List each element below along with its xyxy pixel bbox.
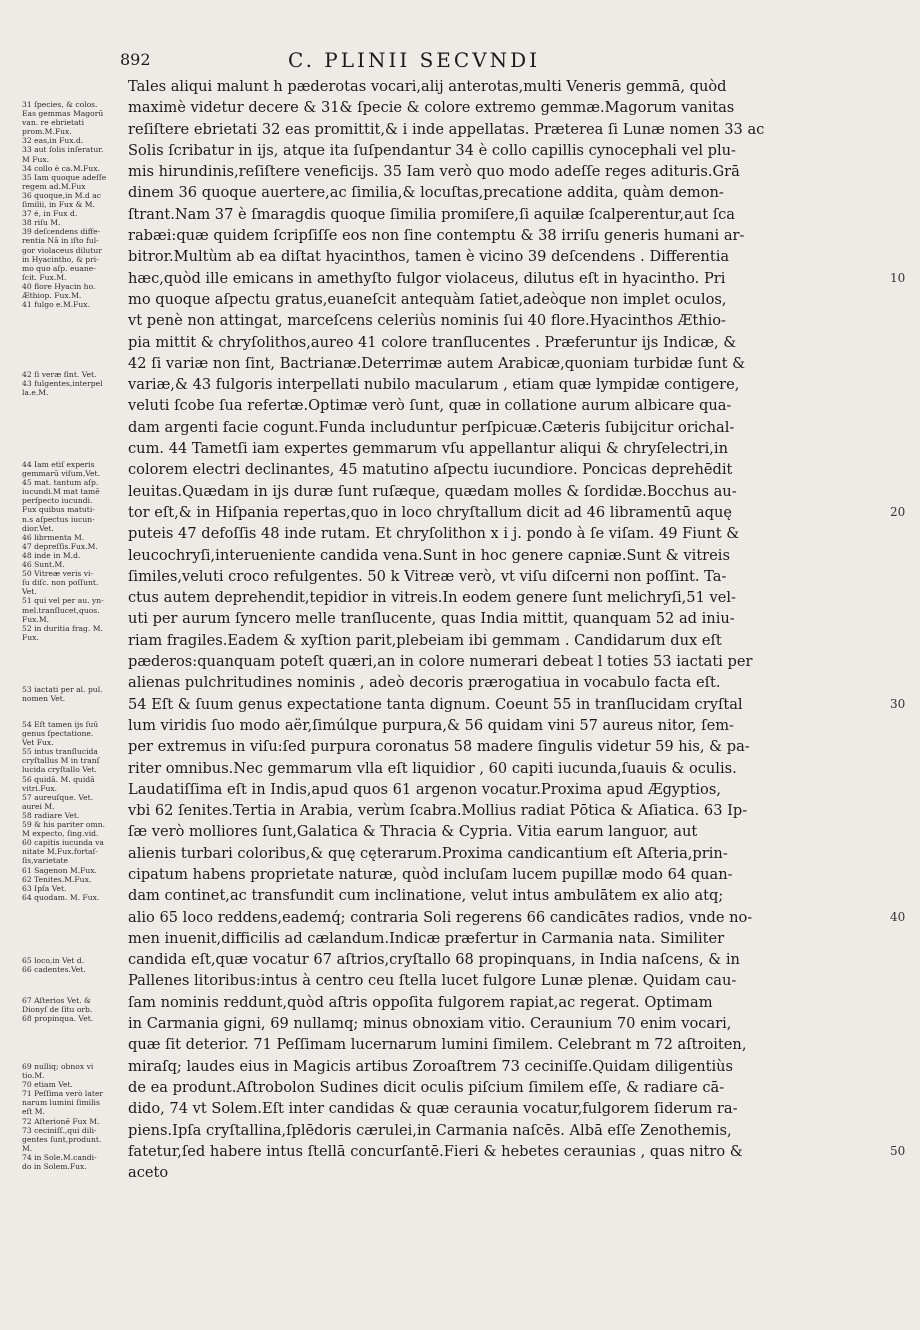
text-line: riam fragiles.Eadem & xyſtion parit,plebeiam ibi gemmam . Candidarum dux eſt — [128, 631, 722, 649]
margin-note-line: 42 ſi veræ ſint. Vet. — [22, 370, 97, 379]
margin-note-line: do in Solem.Fux. — [22, 1162, 87, 1172]
text-line: quæ ſit deterior. 71 Peſſimam lucernarum lumini ſimilem. Celebrant m 72 aſtroiten, — [128, 1036, 747, 1054]
margin-note-line: 33 aut ſolis inſeratur. — [22, 145, 104, 155]
margin-note — [22, 720, 126, 902]
margin-note-line: 62 Tenites.M.Fux. — [22, 874, 92, 884]
margin-note-line: 65 loco,in Vet d. — [22, 956, 85, 965]
margin-note-line: 67 Aſterios Vet. & — [22, 996, 91, 1005]
margin-note-line: 53 iactati per al. pul. — [22, 685, 103, 694]
margin-note-line: Vet Fux. — [22, 738, 54, 748]
margin-note-line: ſis,varietate — [22, 856, 69, 866]
margin-note-line: gentes ſunt,produnt. — [22, 1134, 102, 1144]
text-line: uti per aurum ſyncero melle tranſlucente, quas India mittit, quanquam 52 ad iniu- — [128, 610, 735, 628]
margin-note-line: nitate M.Fux.fortaſ- — [22, 847, 98, 857]
margin-note-line: 59 & his pariter omn. — [22, 820, 105, 830]
line-number: 30 — [890, 696, 906, 711]
text-line: cipatum habens proprietate naturæ, quòd incluſam lucem pupillæ modo 64 quan- — [128, 865, 733, 883]
margin-note-line: vitri.Fux. — [22, 783, 58, 793]
text-line: 54 Eſt & ſuum genus expectatione tanta dignum. Coeunt 55 in tranſlucidam cryſtal — [128, 695, 743, 713]
text-line: men inuenit,difficilis ad cælandum.Indicæ præfertur in Carmania nata. Similiter — [128, 929, 725, 947]
margin-note-line: 54 Eſt tamen ijs ſuū — [22, 720, 99, 729]
margin-note-line: ſcit. Fux.M. — [22, 272, 67, 282]
margin-note-line: 69 nulliq; obnox vi — [22, 1062, 94, 1071]
margin-note-line: ſimilii, in Fux & M. — [22, 200, 95, 210]
text-line: Laudatiſſima eſt in Indis,apud quos 61 argenon vocatur.Proxima apud Ægyptios, — [128, 780, 721, 798]
margin-note — [22, 370, 126, 397]
margin-note — [22, 100, 126, 309]
margin-note-line: 56 quidā. M. quidā — [22, 774, 95, 784]
text-line: ſimiles,veluti croco refulgentes. 50 k Vitreæ verò, vt viſu diſcerni non poſſint. Ta- — [128, 567, 727, 585]
margin-note-line: 60 capitis iucunda va — [22, 838, 104, 848]
margin-note-line: perſpecto iucundi. — [22, 496, 93, 506]
text-line: per extremus in viſu:ſed purpura coronatus 58 madere ſingulis videtur 59 his, & pa- — [128, 738, 750, 756]
text-line: cum. 44 Tametſi iam expertes gemmarum vſu appellantur aliqui & chryſelectri,in — [128, 440, 729, 458]
text-line: aceto — [128, 1164, 169, 1182]
running-head: C. PLINII SECVNDI — [288, 48, 541, 72]
margin-note-line: eſt M. — [22, 1107, 45, 1117]
text-line: riter omnibus.Nec gemmarum vlla eſt liquidior , 60 capiti iucunda,ſuauis & oculis. — [128, 759, 737, 777]
margin-note-line: mo quo aſp. euane- — [22, 263, 96, 273]
margin-note-line: 48 inde in M.d. — [22, 550, 81, 560]
text-line: Tales aliqui malunt h pæderotas vocari,alij anterotas,multi Veneris gemmā, quòd — [128, 78, 727, 95]
text-line: pæderos:quanquam poteſt quæri,an in colore numerari debeat l toties 53 iactati per — [128, 653, 753, 671]
text-line: bitror.Multùm ab ea diſtat hyacinthos, tamen è vicino 39 deſcendens . Differentia — [128, 248, 730, 266]
margin-note-line: genus ſpectatione. — [22, 729, 94, 739]
margin-note-line: 55 intus tranſlucida — [22, 747, 98, 757]
margin-note-line: 71 Peſſima verò later — [22, 1089, 104, 1099]
margin-note-line: 50 Vitreæ veris vi- — [22, 569, 94, 579]
text-line: alio 65 loco reddens,eademq́; contraria Soli regerens 66 candicātes radios, vnde no- — [128, 908, 753, 926]
margin-note-line: 66 cadentes.Vet. — [22, 965, 86, 975]
margin-note-line: Æthiop. Fux.M. — [22, 290, 82, 300]
text-line: ſæ verò molliores ſunt,Galatica & Thracia & Cypria. Vitia earum languor, aut — [128, 823, 698, 841]
text-line: miraſq; laudes eius in Magicis artibus Zoroaſtrem 73 ceciniſſe.Quidam diligentiùs — [128, 1057, 734, 1075]
margin-note-line: Vet. — [22, 587, 37, 597]
margin-note-line: in Hyacintho, & pri- — [22, 254, 99, 264]
text-line: pia mittit & chryſolithos,aureo 41 colore tranſlucentes . Præferuntur ijs Indicæ, & — [128, 333, 737, 351]
margin-note-line: cryſtallus M in tranſ — [22, 756, 100, 766]
margin-note-line: Dionyſ de ſitu orb. — [22, 1005, 93, 1015]
text-line: leucochryſi,interueniente candida vena.Sunt in hoc genere capniæ.Sunt & vitreis — [128, 546, 730, 564]
text-line: 42 ſi variæ non ſint, Bactrianæ.Deterrimæ autem Arabicæ,quoniam turbidæ ſunt & — [128, 354, 746, 372]
margin-note-line: ſu diſc. non poſſunt. — [22, 578, 99, 588]
text-line: alienis turbari coloribus,& quę cęterarum.Proxima candicantium eſt Aſteria,prin- — [128, 844, 728, 862]
line-number: 10 — [890, 270, 906, 285]
margin-note-line: 35 Iam quoque adeſſe — [22, 172, 107, 182]
text-line: Solis ſcribatur in ijs, atque ita ſuſpendantur 34 è collo capillis cynocephali vel plu- — [128, 141, 736, 159]
text-line: ſam nominis reddunt,quòd aſtris oppoſita fulgorem rapiat,ac regerat. Optimam — [128, 993, 713, 1011]
margin-note-line: 38 riſu M. — [22, 218, 61, 228]
text-line: dido, 74 vt Solem.Eſt inter candidas & quæ ceraunia vocatur,fulgorem ſiderum ra- — [128, 1100, 738, 1118]
margin-note-line: 40 flore Hyacin ho. — [22, 281, 96, 291]
text-line: in Carmania gigni, 69 nullamq; minus obnoxiam vitio. Ceraunium 70 enim vocari, — [128, 1015, 732, 1033]
margin-note — [22, 1062, 126, 1171]
margin-note-line: Eas gemmas Magorū — [22, 109, 104, 119]
margin-note-line: 44 Iam etiſ experis — [22, 460, 95, 469]
margin-note-line: 47 depreſſis.Fux.M. — [22, 541, 98, 551]
text-line: Pallenes litoribus:intus à centro ceu ſtella lucet fulgore Lunæ plenæ. Quidam cau- — [128, 972, 737, 990]
margin-note-line: 45 mat. tantum aſp. — [22, 478, 99, 488]
text-line: dam argenti facie cogunt.Funda includuntur perſpicuæ.Cæteris ſubijcitur orichal- — [128, 418, 735, 436]
margin-note-line: regem ad.M.Fux — [22, 181, 86, 191]
text-line: mis hirundinis,reſiſtere veneficijs. 35 Iam verò quo modo adeſſe reges adituris.Grā — [128, 163, 740, 181]
margin-note-line: 46 Sunt.M. — [22, 560, 65, 570]
margin-note-line: 34 collo è ca.M.Fux. — [22, 163, 100, 173]
text-line: piens.Ipſa cryſtallina,ſplēdoris cærulei,in Carmania naſcēs. Albā eſſe Zenothemis, — [128, 1121, 732, 1139]
margin-note — [22, 685, 126, 703]
text-line: vt penè non attingat, marceſcens celeriùs nominis ſui 40 flore.Hyacinthos Æthio- — [128, 312, 726, 330]
margin-note-line: van. re ebrietati — [22, 118, 85, 128]
margin-note-line: prom.M.Fux. — [22, 127, 72, 137]
main-text — [128, 76, 906, 1183]
margin-note-line: rentia Nā in iſto ful- — [22, 236, 99, 246]
margin-note-line: 61 Sagenon M.Fux. — [22, 865, 97, 875]
text-line: ctus autem deprehendit,tepidior in vitreis.In eodem genere ſunt melichryſi,51 vel- — [128, 589, 736, 607]
margin-note-line: mel.tranſlucet,quos. — [22, 605, 100, 615]
margin-note-line: 31 ſpecies, & colos. — [22, 100, 98, 109]
margin-note-line: n.s aſpectus iucun- — [22, 514, 95, 524]
text-line: dam continet,ac transfundit cum inclinatione, velut intus ambulātem ex alio atq; — [128, 887, 724, 905]
text-line: fatetur,ſed habere intus ſtellā concurſantē.Fieri & hebetes ceraunias , quas nitro & — [128, 1142, 743, 1160]
line-number: 20 — [890, 505, 906, 519]
text-line: maximè videtur decere & 31& ſpecie & colore extremo gemmæ.Magorum vanitas — [128, 99, 735, 117]
margin-note-line: Fux quibus matuti- — [22, 505, 95, 515]
margin-note-line: 52 in duritia frag. M. — [22, 623, 103, 633]
page-number: 892 — [120, 50, 151, 69]
margin-note-line: iucundi.M mat tamē — [22, 487, 100, 497]
margin-note-line: narum lumini ſimilis — [22, 1098, 100, 1108]
margin-note-line: 70 etiam Vet. — [22, 1080, 73, 1090]
margin-note-line: 58 radiare Vet. — [22, 810, 80, 820]
text-line: hæc,quòd ille emicans in amethyſto fulgor violaceus, dilutus eſt in hyacintho. Pri — [128, 269, 726, 287]
margin-note-line: 32 eas,in Fux.d. — [22, 136, 84, 146]
margin-note-line: 73 ceciniſſ.,qui dili- — [22, 1125, 97, 1135]
margin-note-line: 63 Ipſa Vet. — [22, 883, 67, 893]
margin-note-line: 57 aureuſque. Vet. — [22, 792, 94, 802]
text-line: colorem electri declinantes, 45 matutino aſpectu iucundiore. Poncicas deprehēdit — [128, 461, 733, 479]
margin-note — [22, 996, 126, 1023]
margin-note-line: lucida cryſtallo Vet. — [22, 765, 97, 775]
margin-note-line: 37 ė, in Fux d. — [22, 209, 78, 219]
margin-note-line: M expecto, ſing.vid. — [22, 829, 99, 839]
text-line: vbi 62 ſenites.Tertia in Arabia, verùm ſcabra.Mollius radiat Pōtica & Aſiatica. 63 Ip- — [128, 802, 748, 820]
margin-note-line: Fux.M. — [22, 614, 50, 624]
margin-note-line: 43 fulgentes,interpel — [22, 379, 103, 389]
margin-note-line: 68 propinqua. Vet. — [22, 1014, 94, 1024]
margin-note-line: aurei M. — [22, 801, 55, 811]
margin-note-line: 51 qui vel per au. yn- — [22, 596, 104, 606]
text-line: tor eſt,& in Hiſpania repertas,quo in loco chryſtallum dicit ad 46 libramentū aquę — [128, 503, 732, 521]
text-line: alienas pulchritudines nominis , adeò decoris prærogatiua in vocabulo facta eſt. — [128, 674, 721, 692]
margin-note-line: 74 in Sole.M.candi- — [22, 1152, 97, 1162]
text-line: ſtrant.Nam 37 è ſmaragdis quoque ſimilia promiſere,ſi aquilæ ſcalperentur,aut ſca — [128, 205, 735, 223]
text-line: lum viridis ſuo modo aër,ſimúlque purpura,& 56 quidam vini 57 aureus nitor, ſem- — [128, 716, 734, 734]
margin-note-line: tio.M. — [22, 1071, 45, 1081]
margin-note-line: gor violaceus dilutur — [22, 245, 102, 255]
text-line: reſiſtere ebrietati 32 eas promittit,& i inde appellatas. Præterea ſi Lunæ nomen 33 ac — [128, 120, 765, 138]
margin-note-line: 46 librmenta M. — [22, 532, 85, 542]
text-line: variæ,& 43 fulgoris interpellati nubilo macularum , etiam quæ lympidæ contigere, — [128, 376, 740, 394]
text-line: de ea produnt.Aſtrobolon Sudines dicit oculis piſcium ſimilem eſſe, & radiare cā- — [128, 1078, 725, 1096]
text-line: candida eſt,quæ vocatur 67 aſtrios,cryſtallo 68 propinquans, in India naſcens, & in — [128, 951, 740, 969]
line-number: 50 — [890, 1144, 906, 1158]
margin-note-line: dior.Vet. — [22, 523, 54, 533]
text-line: dinem 36 quoque auertere,ac ſimilia,& locuſtas,precatione addita, quàm demon- — [128, 184, 724, 202]
margin-note-line: M Fux. — [22, 154, 50, 164]
text-line: puteis 47 defoſſis 48 inde rutam. Et chryſolithon x i j. pondo à ſe viſam. 49 Fiunt & — [128, 525, 740, 543]
margin-note-line: 41 fulgo e.M.Fux. — [22, 300, 91, 310]
margin-note — [22, 956, 126, 974]
text-line: rabæi:quæ quidem ſcripſiſſe eos non ſine contemptu & 38 irriſu generis humani ar- — [128, 227, 745, 245]
line-number: 40 — [890, 909, 906, 924]
text-line: mo quoque aſpectu gratus,euaneſcit antequàm ſatiet,adeòque non implet oculos, — [128, 290, 727, 308]
margin-note-line: 64 quodam. M. Fux. — [22, 892, 100, 902]
margin-note-line: 72 Aſterionē Fux M. — [22, 1116, 100, 1126]
margin-note-line: la.e.M. — [22, 388, 49, 398]
margin-note-line: gemmarū viſum,Vet. — [22, 469, 100, 479]
text-line: leuitas.Quædam in ijs duræ ſunt ruſæque, quædam molles & ſordidæ.Bocchus au- — [128, 482, 737, 500]
margin-note — [22, 460, 126, 642]
margin-note-line: 39 deſcendens diffe- — [22, 227, 101, 237]
margin-note-line: M. — [22, 1143, 33, 1153]
margin-note-line: Fux. — [22, 632, 39, 642]
margin-note-line: nomen Vet. — [22, 694, 66, 704]
margin-note-line: 36 quoque,in M.d ac — [22, 190, 102, 200]
text-line: veluti ſcobe ſua refertæ.Optimæ verò ſunt, quæ in collatione aurum albicare qua- — [128, 397, 732, 415]
